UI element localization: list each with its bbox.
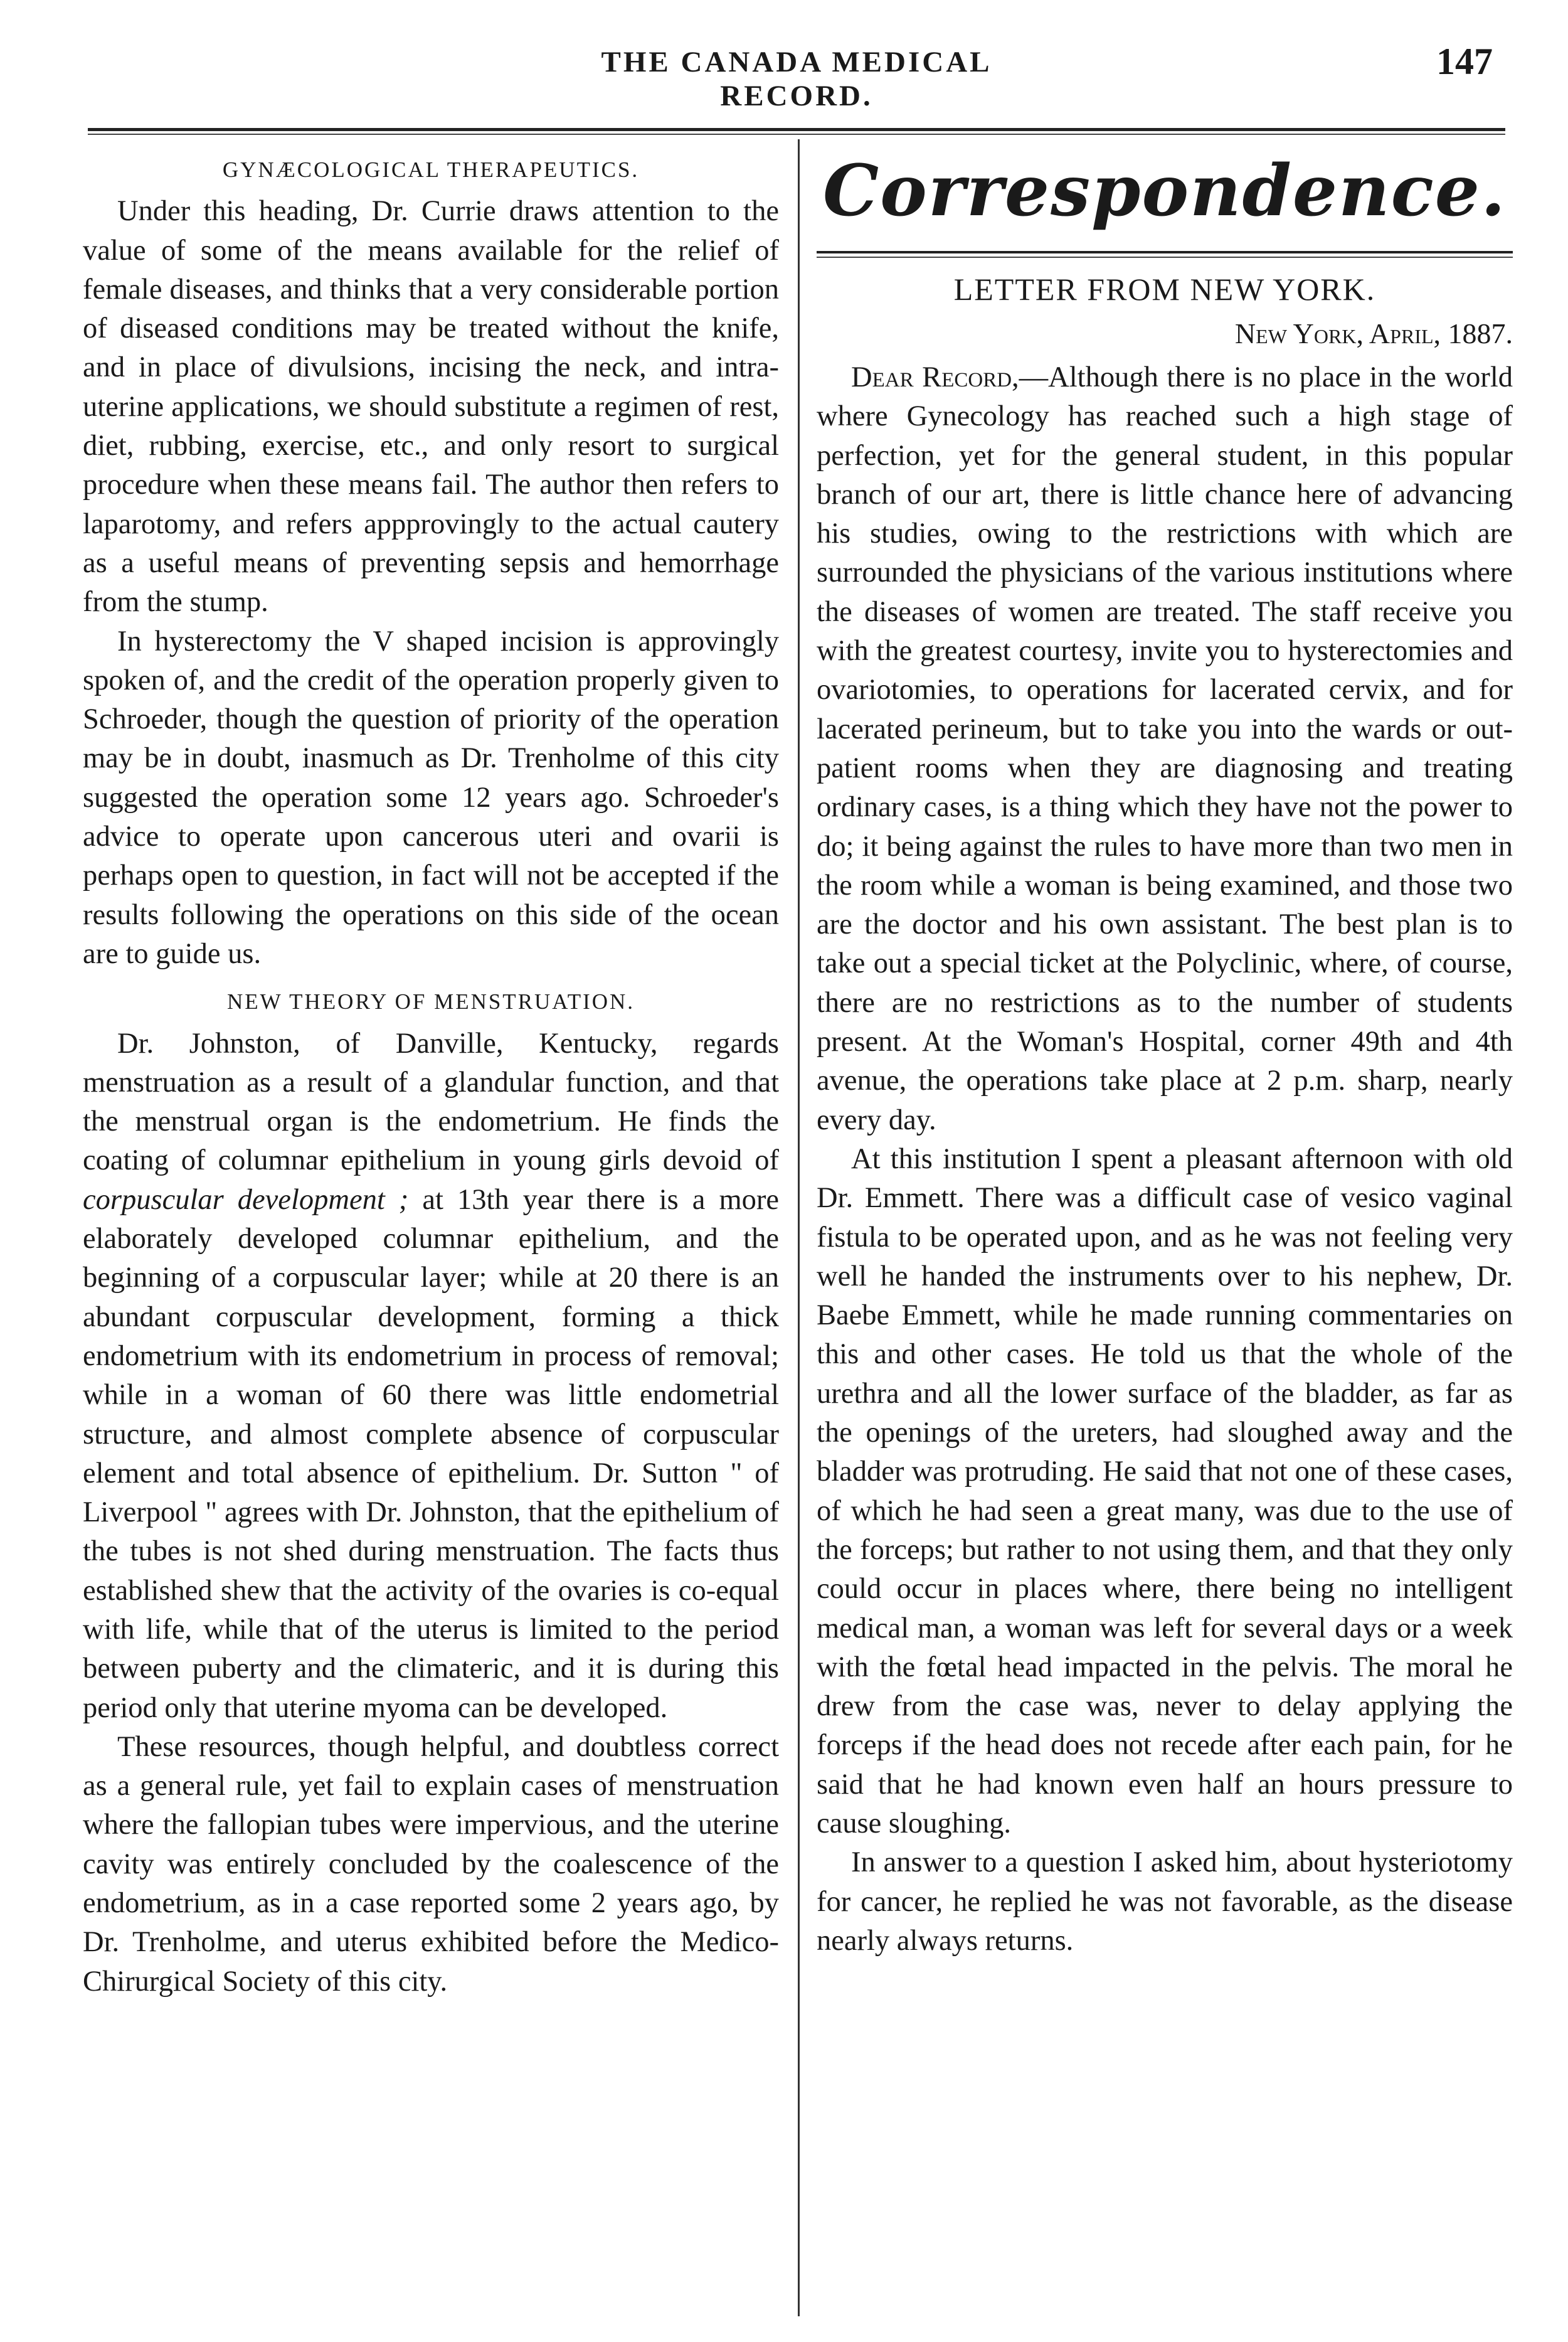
- title-rule: [817, 251, 1513, 253]
- column-divider: [798, 139, 800, 2316]
- text-run: Dr. Johnston, of Danville, Kentucky, regards menstruation as a result of a glandular function, and that the menstrual organ is the endometrium. He finds the coating of columnar epithelium in young girls devoid of: [83, 1027, 779, 1177]
- salutation: Dear Record,: [851, 361, 1019, 393]
- section-heading-gynaecological: GYNÆCOLOGICAL THERAPEUTICS.: [222, 157, 640, 182]
- header-rule-thin: [88, 134, 1505, 135]
- left-column: [83, 151, 779, 2001]
- paragraph: Under this heading, Dr. Currie draws attention to the value of some of the means available for the relief of female diseases, and thinks that a very considerable portion of diseased conditions may be treated without the knife, and in place of divulsions, incising the neck, and intra-uterine applications, we should substitute a regimen of rest, diet, rubbing, exercise, etc., and only resort to surgical procedure when these means fail. The author then refers to laparotomy, and refers appprovingly to the actual cautery as a useful means of preventing sepsis and hemorrhage from the stump.: [83, 195, 779, 619]
- header-rule: [88, 128, 1505, 131]
- right-column: [817, 151, 1513, 1961]
- page-number: 147: [1436, 41, 1493, 82]
- text-run: —Although there is no place in the world where Gynecology has reached such a high stage of perfection, yet for the general student, in this popular branch of our art, there is little chance here of advancing his studies, owing to the restrictions with which are surrounded the physicians of the various institutions where the diseases of women are treated. The staff receive you with the greatest courtesy, invite you to hysterectomies and ovariotomies, to operations for lacerated cervix, and for lacerated perineum, but to take you into the wards or out-patient rooms when they are diagnosing and treating ordinary cases, is a thing which they have not the power to do; it being against the rules to have more than two men in the room while a woman is being examined, and those two are the doctor and his own assistant. The best plan is to take out a special ticket at the Polyclinic, where, of course, there are no restrictions as to the number of students present. At the Woman's Hospital, corner 49th and 4th avenue, the operations take place at 2 p.m. sharp, nearly every day.: [817, 361, 1513, 1136]
- correspondence-title: Correspondence.: [822, 150, 1507, 232]
- title-rule-thin: [817, 257, 1513, 258]
- running-head: [88, 41, 1505, 112]
- paragraph: At this institution I spent a pleasant afternoon with old Dr. Emmett. There was a difficult case of vesico vaginal fistula to be operated upon, and as he was not feeling very well he handed the instruments over to his nephew, Dr. Baebe Emmett, while he made running commentaries on this and other cases. He told us that the whole of the urethra and all the lower surface of the bladder, as far as the openings of the ureters, had sloughed away and the bladder was protruding. He said that not one of these cases, of which he had seen a great many, was due to the use of the forceps; but rather to not using them, and that they only could occur in places where, there being no intelligent medical man, a woman was left for several days or a week with the fœtal head impacted in the pelvis. The moral he drew from the case was, never to delay applying the forceps if the head does not recede after each pain, for he said that he had known even half an hours pressure to cause sloughing.: [817, 1142, 1513, 1839]
- dateline: New York, April, 1887.: [1234, 317, 1513, 349]
- italic-phrase: corpuscular development ;: [83, 1183, 409, 1216]
- journal-title: THE CANADA MEDICAL RECORD.: [601, 46, 992, 112]
- text-run: at 13th year there is a more elaborately developed columnar epithelium, and the beginning of a corpuscular layer; while at 20 there is an abundant corpuscular development, forming a thick endometrium with its endometrium in process of removal; while in a woman of 60 there was little endometrial structure, and almost complete absence of corpuscular element and total absence of epithelium. Dr. Sutton " of Liverpool " agrees with Dr. Johnston, that the epithelium of the tubes is not shed during menstruation. The facts thus established shew that the activity of the ovaries is co-equal with life, while that of the uterus is limited to the period between puberty and the climateric, and it is during this period only that uterine myoma can be developed.: [83, 1183, 779, 1724]
- section-heading-menstruation: NEW THEORY OF MENSTRUATION.: [226, 989, 635, 1014]
- letter-title: LETTER FROM NEW YORK.: [953, 272, 1376, 307]
- paragraph-salutation: [817, 358, 1513, 1140]
- paragraph: In hysterectomy the V shaped incision is approvingly spoken of, and the credit of the operation properly given to Schroeder, though the question of priority of the operation may be in doubt, inasmuch as Dr. Trenholme of this city suggested the operation some 12 years ago. Schroeder's advice to operate upon cancerous uteri and ovarii is perhaps open to question, in fact will not be accepted if the results following the operations on this side of the ocean are to guide us.: [83, 625, 779, 970]
- paragraph-johnston: [83, 1025, 779, 1728]
- paragraph: These resources, though helpful, and doubtless correct as a general rule, yet fail to explain cases of menstruation where the fallopian tubes were impervious, and the uterine cavity was entirely concluded by the coalescence of the endometrium, as in a case reported some 2 years ago, by Dr. Trenholme, and uterus exhibited before the Medico-Chirurgical Society of this city.: [83, 1730, 779, 1998]
- paragraph: In answer to a question I asked him, about hysteriotomy for cancer, he replied he was not favorable, as the disease nearly always returns.: [817, 1846, 1513, 1957]
